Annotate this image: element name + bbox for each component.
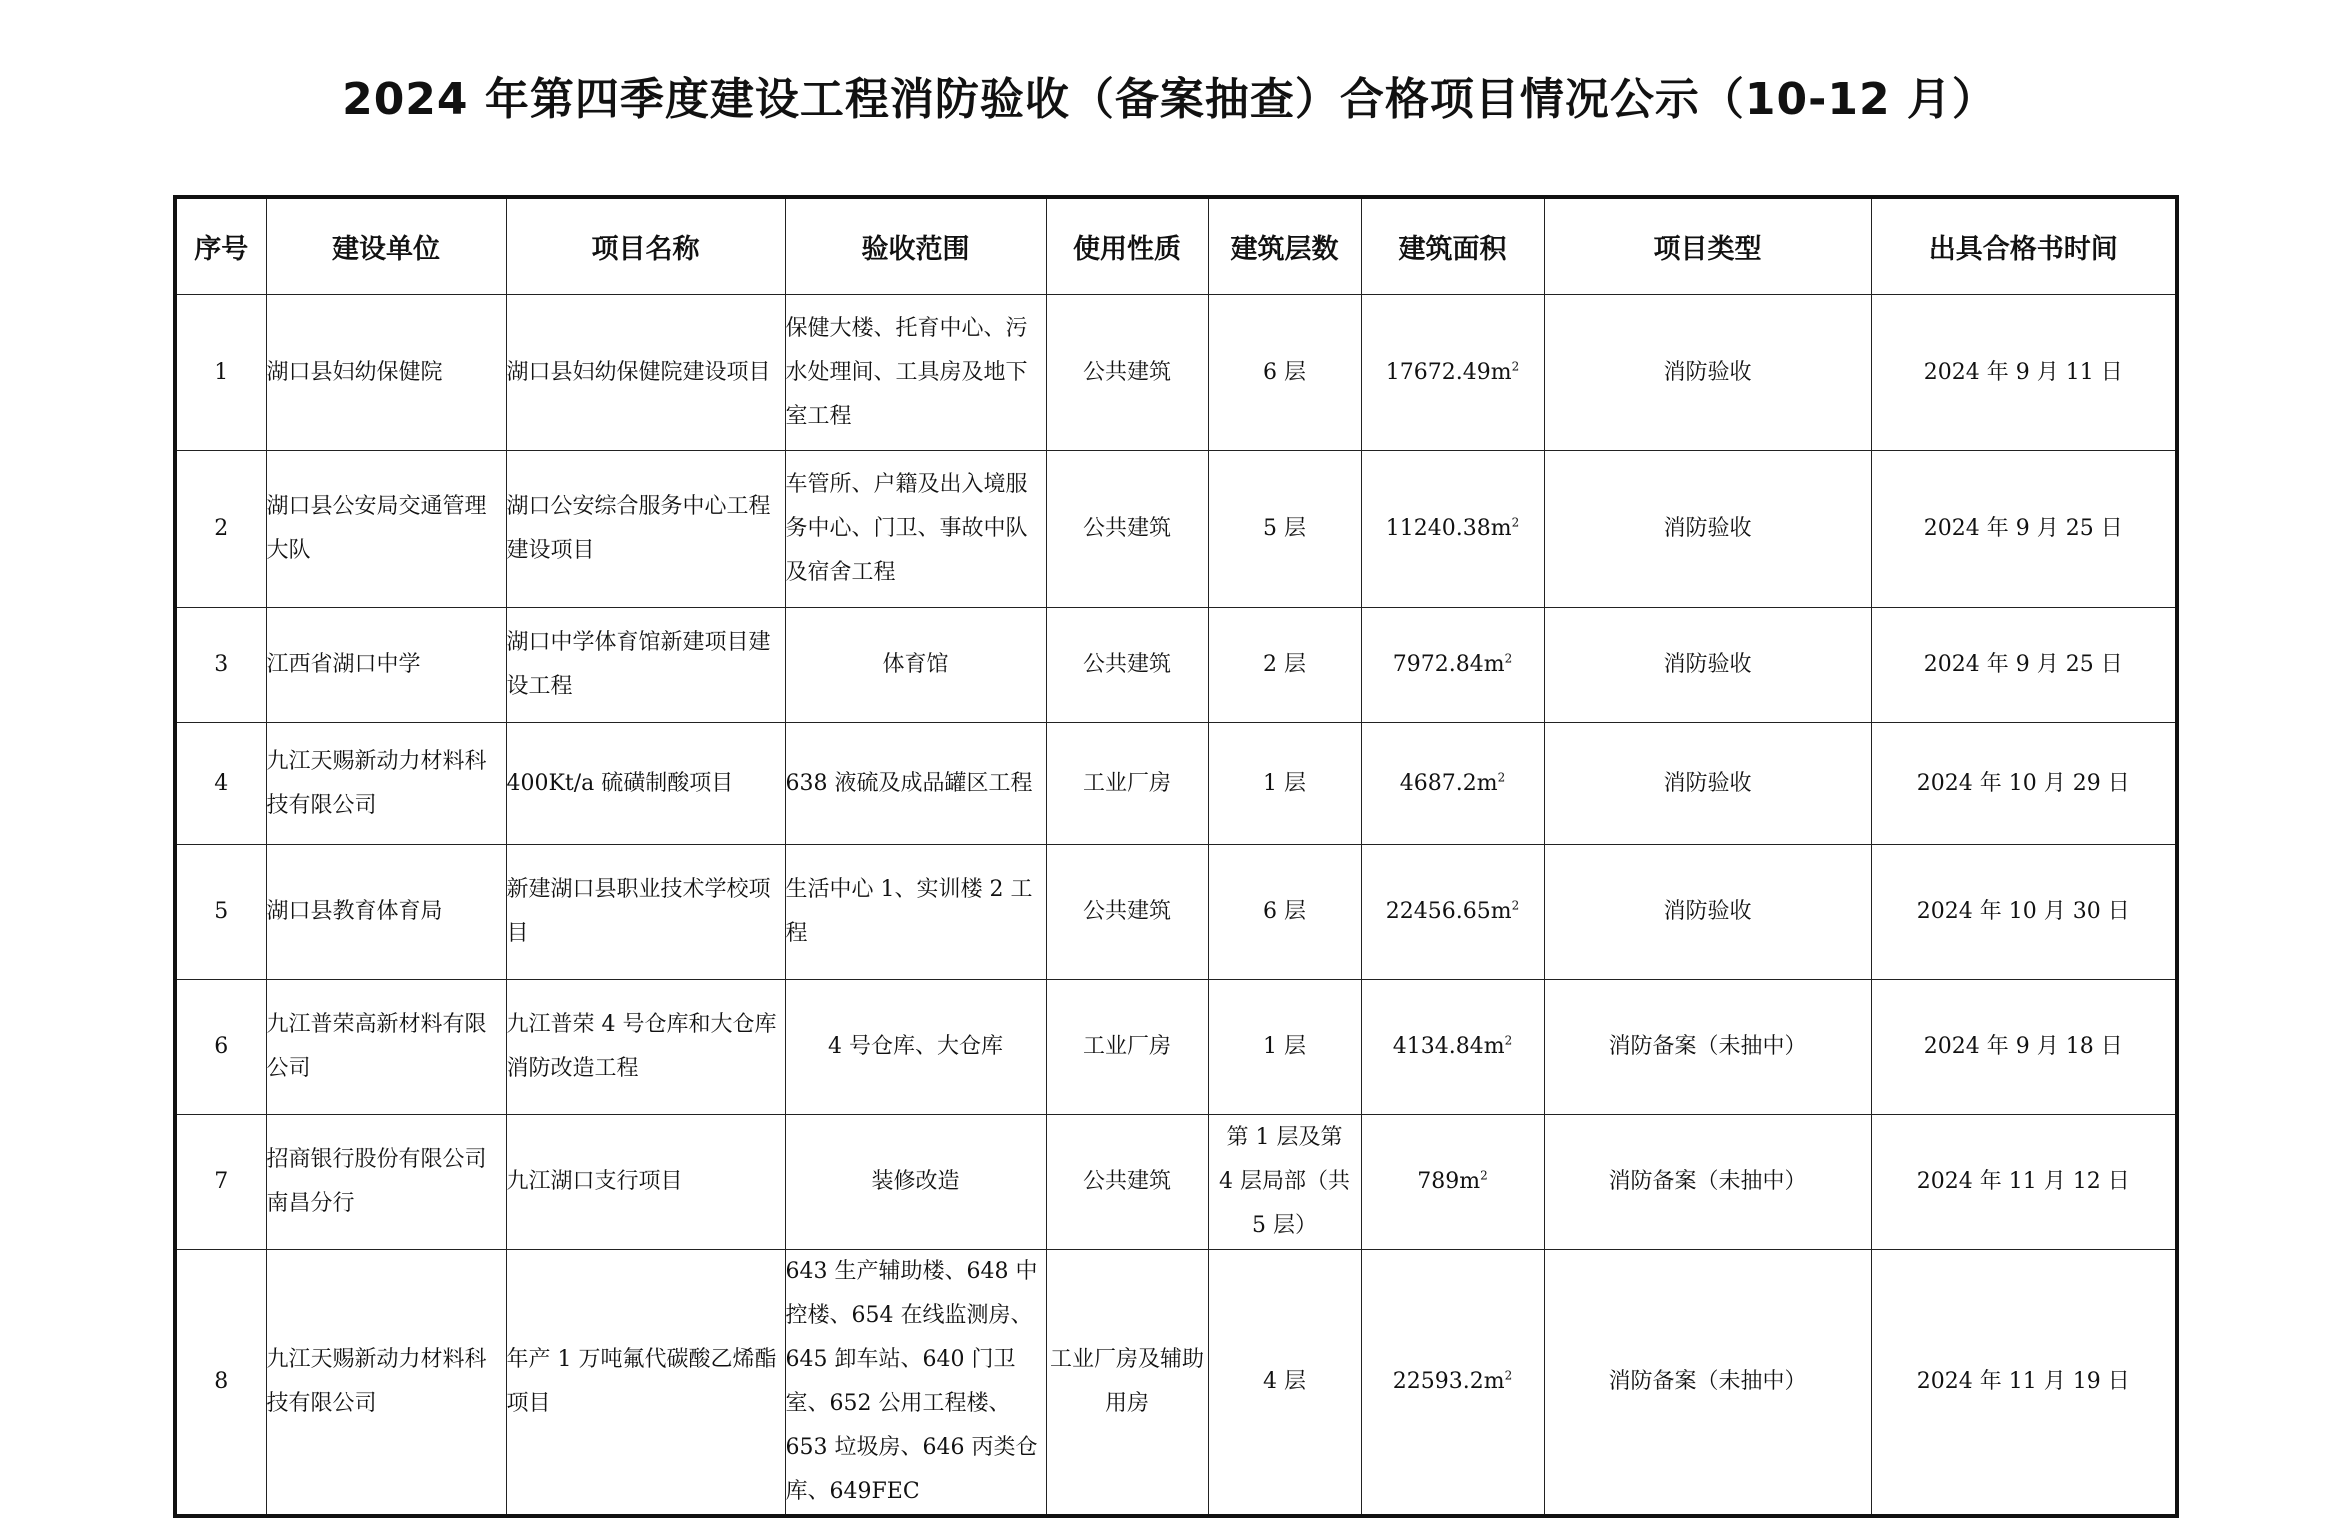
table-row	[175, 845, 2177, 980]
cell-area	[1361, 723, 1544, 845]
cell-unit: 九江天赐新动力材料科技有限公司	[266, 723, 506, 845]
area-unit-superscript: 2	[1504, 651, 1513, 666]
cell-type: 消防备案（未抽中）	[1544, 1115, 1871, 1250]
area-unit-superscript: 2	[1497, 770, 1506, 785]
header-date: 出具合格书时间	[1871, 197, 2177, 295]
area-value: 11240.38m	[1385, 516, 1512, 541]
table-row	[175, 1115, 2177, 1250]
area-unit-superscript: 2	[1511, 515, 1520, 530]
area-value: 22456.65m	[1385, 899, 1512, 924]
header-row	[175, 197, 2177, 295]
area-value: 789m	[1417, 1169, 1481, 1194]
cell-project: 400Kt/a 硫磺制酸项目	[506, 723, 785, 845]
table-row	[175, 295, 2177, 451]
header-usage: 使用性质	[1046, 197, 1208, 295]
header-area: 建筑面积	[1361, 197, 1544, 295]
table-row	[175, 1250, 2177, 1517]
cell-index: 3	[175, 608, 266, 723]
cell-type: 消防备案（未抽中）	[1544, 980, 1871, 1115]
cell-area	[1361, 1115, 1544, 1250]
cell-usage: 工业厂房	[1046, 980, 1208, 1115]
cell-scope: 车管所、户籍及出入境服务中心、门卫、事故中队及宿舍工程	[785, 451, 1046, 608]
cell-scope: 643 生产辅助楼、648 中控楼、654 在线监测房、645 卸车站、640 门卫室、652 公用工程楼、653 垃圾房、646 丙类仓库、649FEC	[785, 1250, 1046, 1517]
cell-index: 5	[175, 845, 266, 980]
cell-index: 6	[175, 980, 266, 1115]
cell-date: 2024 年 11 月 12 日	[1871, 1115, 2177, 1250]
cell-scope: 保健大楼、托育中心、污水处理间、工具房及地下室工程	[785, 295, 1046, 451]
cell-type: 消防备案（未抽中）	[1544, 1250, 1871, 1517]
page-title: 2024 年第四季度建设工程消防验收（备案抽查）合格项目情况公示（10-12 月）	[342, 74, 1997, 125]
area-value: 4134.84m	[1392, 1034, 1505, 1059]
header-unit: 建设单位	[266, 197, 506, 295]
table-row	[175, 451, 2177, 608]
cell-date: 2024 年 9 月 11 日	[1871, 295, 2177, 451]
table-row	[175, 980, 2177, 1115]
cell-usage: 公共建筑	[1046, 608, 1208, 723]
area-unit-superscript: 2	[1480, 1168, 1488, 1183]
cell-area	[1361, 1250, 1544, 1517]
cell-floors: 1 层	[1208, 723, 1361, 845]
header-floors: 建筑层数	[1208, 197, 1361, 295]
cell-project: 年产 1 万吨氟代碳酸乙烯酯项目	[506, 1250, 785, 1517]
cell-unit: 湖口县公安局交通管理大队	[266, 451, 506, 608]
cell-area	[1361, 295, 1544, 451]
area-unit-superscript: 2	[1504, 1368, 1513, 1383]
cell-type: 消防验收	[1544, 295, 1871, 451]
cell-type: 消防验收	[1544, 608, 1871, 723]
cell-unit: 湖口县妇幼保健院	[266, 295, 506, 451]
cell-scope: 生活中心 1、实训楼 2 工程	[785, 845, 1046, 980]
cell-area	[1361, 980, 1544, 1115]
cell-date: 2024 年 11 月 19 日	[1871, 1250, 2177, 1517]
cell-unit: 招商银行股份有限公司南昌分行	[266, 1115, 506, 1250]
cell-index: 4	[175, 723, 266, 845]
cell-index: 7	[175, 1115, 266, 1250]
cell-floors: 第 1 层及第 4 层局部（共 5 层）	[1208, 1115, 1361, 1250]
cell-index: 8	[175, 1250, 266, 1517]
header-project: 项目名称	[506, 197, 785, 295]
cell-scope: 638 液硫及成品罐区工程	[785, 723, 1046, 845]
header-index: 序号	[175, 197, 266, 295]
cell-usage: 公共建筑	[1046, 295, 1208, 451]
area-unit-superscript: 2	[1511, 898, 1520, 913]
cell-usage: 公共建筑	[1046, 451, 1208, 608]
header-type: 项目类型	[1544, 197, 1871, 295]
cell-scope: 4 号仓库、大仓库	[785, 980, 1046, 1115]
cell-index: 1	[175, 295, 266, 451]
cell-usage: 工业厂房	[1046, 723, 1208, 845]
cell-usage: 公共建筑	[1046, 845, 1208, 980]
table-row	[175, 608, 2177, 723]
cell-area	[1361, 608, 1544, 723]
cell-floors: 1 层	[1208, 980, 1361, 1115]
cell-type: 消防验收	[1544, 723, 1871, 845]
cell-floors: 5 层	[1208, 451, 1361, 608]
cell-date: 2024 年 9 月 18 日	[1871, 980, 2177, 1115]
cell-project: 湖口县妇幼保健院建设项目	[506, 295, 785, 451]
area-value: 7972.84m	[1392, 652, 1505, 677]
cell-type: 消防验收	[1544, 451, 1871, 608]
cell-project: 新建湖口县职业技术学校项目	[506, 845, 785, 980]
cell-floors: 2 层	[1208, 608, 1361, 723]
cell-scope: 装修改造	[785, 1115, 1046, 1250]
cell-date: 2024 年 9 月 25 日	[1871, 451, 2177, 608]
cell-area	[1361, 845, 1544, 980]
cell-floors: 6 层	[1208, 845, 1361, 980]
cell-date: 2024 年 10 月 29 日	[1871, 723, 2177, 845]
cell-floors: 4 层	[1208, 1250, 1361, 1517]
cell-area	[1361, 451, 1544, 608]
header-scope: 验收范围	[785, 197, 1046, 295]
cell-unit: 湖口县教育体育局	[266, 845, 506, 980]
area-value: 4687.2m	[1399, 770, 1498, 796]
acceptance-table	[173, 195, 2179, 1518]
cell-unit: 九江天赐新动力材料科技有限公司	[266, 1250, 506, 1517]
cell-floors: 6 层	[1208, 295, 1361, 451]
area-unit-superscript: 2	[1511, 359, 1520, 374]
cell-type: 消防验收	[1544, 845, 1871, 980]
cell-project: 九江湖口支行项目	[506, 1115, 785, 1250]
cell-unit: 九江普荣高新材料有限公司	[266, 980, 506, 1115]
cell-usage: 工业厂房及辅助用房	[1046, 1250, 1208, 1517]
cell-date: 2024 年 9 月 25 日	[1871, 608, 2177, 723]
area-value: 22593.2m	[1392, 1369, 1505, 1394]
cell-project: 九江普荣 4 号仓库和大仓库消防改造工程	[506, 980, 785, 1115]
cell-scope: 体育馆	[785, 608, 1046, 723]
cell-usage: 公共建筑	[1046, 1115, 1208, 1250]
area-unit-superscript: 2	[1504, 1033, 1513, 1048]
area-value: 17672.49m	[1385, 359, 1512, 385]
cell-unit: 江西省湖口中学	[266, 608, 506, 723]
table-row	[175, 723, 2177, 845]
cell-project: 湖口中学体育馆新建项目建设工程	[506, 608, 785, 723]
cell-date: 2024 年 10 月 30 日	[1871, 845, 2177, 980]
cell-project: 湖口公安综合服务中心工程建设项目	[506, 451, 785, 608]
cell-index: 2	[175, 451, 266, 608]
